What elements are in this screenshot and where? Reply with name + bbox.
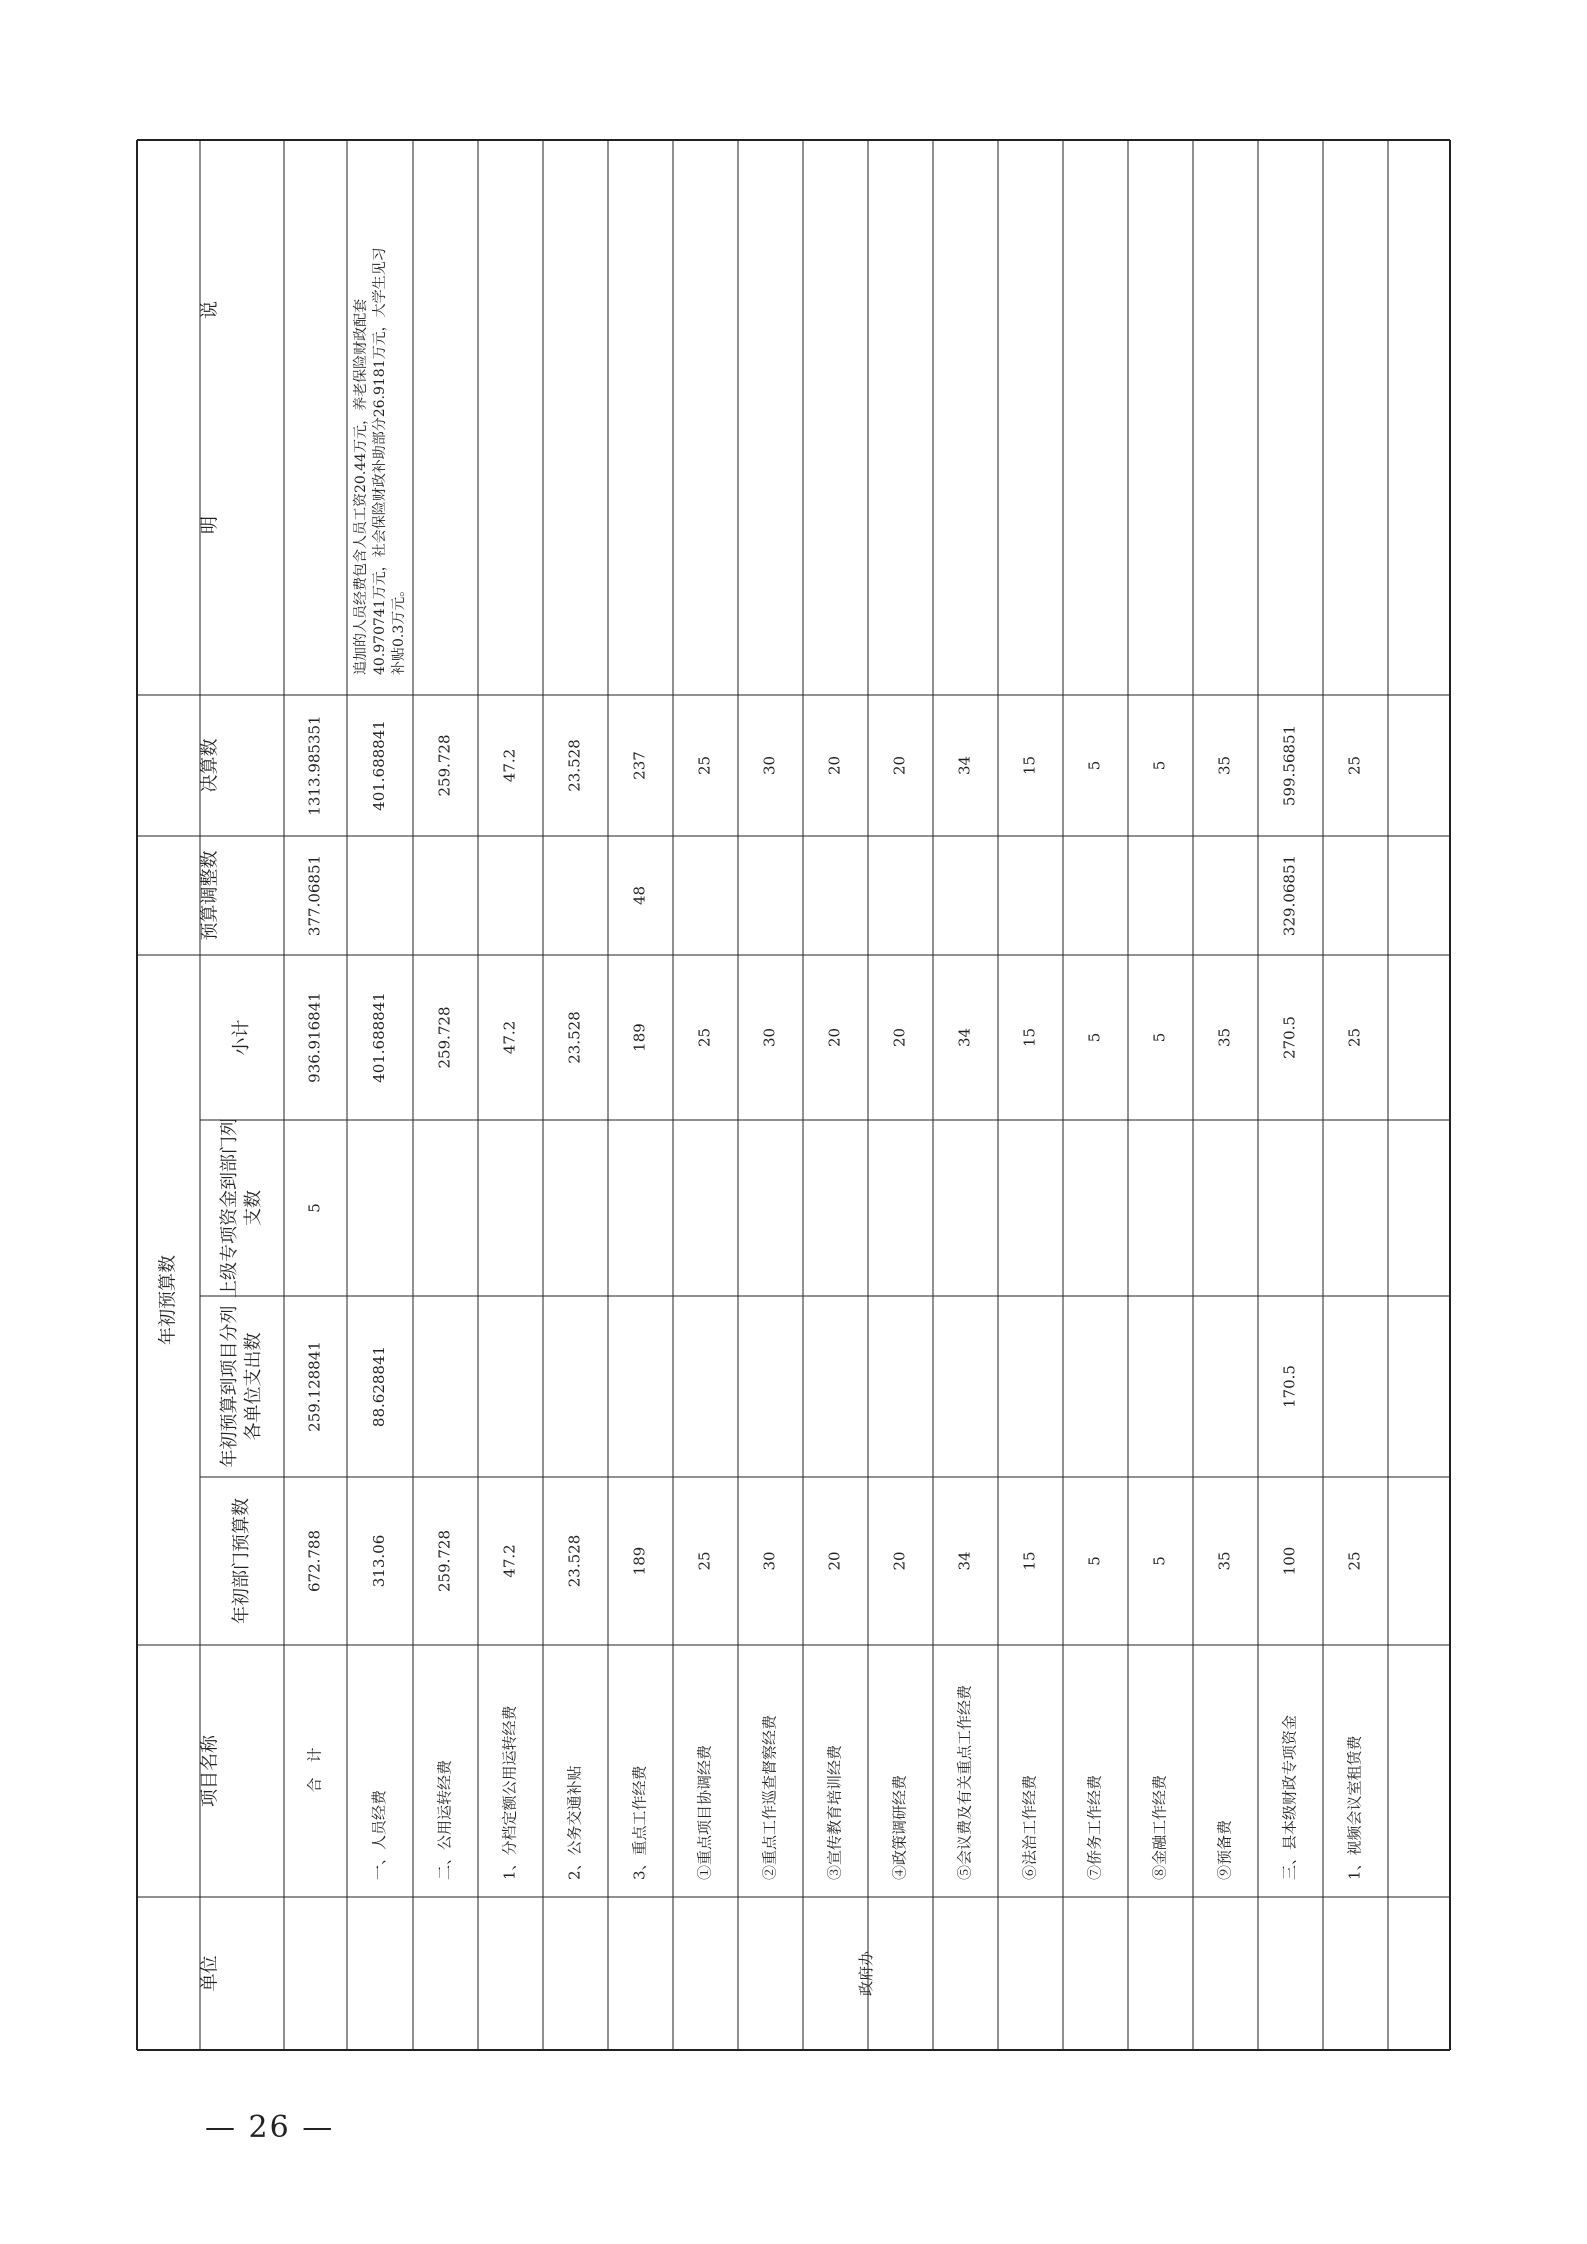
cell-note-line: 补贴0.3万元。	[391, 582, 407, 675]
header-item-name: 项目名称	[199, 1735, 221, 1807]
cell-subtotal: 34	[955, 1027, 974, 1048]
cell-dept-budget: 25	[1345, 1551, 1364, 1571]
cell-final: 20	[825, 755, 844, 776]
table-row	[956, 756, 974, 1880]
cell-final: 599.56851	[1280, 724, 1299, 807]
header-budget-adjustment: 预算调整数	[199, 850, 221, 941]
cell-allocated: 170.5	[1280, 1365, 1299, 1408]
cell-subtotal: 189	[630, 1023, 649, 1052]
cell-allocated: 88.628841	[370, 1345, 388, 1428]
table-row	[1346, 756, 1364, 1880]
table-row	[306, 715, 324, 1792]
cell-final: 237	[630, 751, 649, 780]
cell-subtotal: 23.528	[565, 1011, 584, 1064]
item-name: 三、县本级财政专项资金	[1280, 1714, 1299, 1880]
cell-dept-budget: 34	[955, 1551, 974, 1571]
item-name: ⑨预备费	[1215, 1819, 1234, 1880]
item-name: 1、分档定额公用运转经费	[500, 1705, 519, 1880]
cell-subtotal: 15	[1020, 1027, 1039, 1048]
header-superior-special-funds-line1: 上级专项资金到部门列	[219, 1118, 240, 1298]
cell-dept-budget: 15	[1020, 1551, 1039, 1571]
unit-name: 政府办	[857, 1950, 875, 1997]
cell-final: 47.2	[500, 748, 519, 783]
cell-dept-budget: 47.2	[500, 1544, 519, 1578]
cell-dept-budget: 35	[1215, 1551, 1234, 1571]
cell-allocated: 259.128841	[305, 1341, 324, 1432]
cell-dept-budget: 5	[1085, 1556, 1104, 1566]
cell-subtotal: 270.5	[1280, 1016, 1299, 1059]
cell-subtotal: 401.688841	[370, 992, 388, 1083]
table-row	[501, 749, 519, 1880]
cell-final: 15	[1020, 755, 1039, 776]
item-name: 2、公务交通补贴	[565, 1765, 584, 1880]
cell-subtotal: 20	[825, 1027, 844, 1048]
table-row	[1281, 725, 1299, 1880]
cell-dept-budget: 5	[1150, 1556, 1169, 1566]
item-name: ③宣传教育培训经费	[825, 1744, 844, 1880]
cell-final: 30	[760, 755, 779, 776]
cell-subtotal: 5	[1150, 1032, 1169, 1043]
table-row	[566, 739, 584, 1880]
cell-final: 23.528	[565, 739, 584, 792]
header-allocated-to-units	[218, 1306, 264, 1468]
cell-adjustment: 48	[630, 885, 649, 906]
cell-subtotal: 259.728	[435, 1006, 454, 1069]
item-name: ⑦侨务工作经费	[1085, 1774, 1104, 1880]
cell-adjustment: 377.06851	[305, 854, 324, 937]
table-row	[761, 756, 779, 1880]
item-name: 1、视频会议室租赁费	[1345, 1735, 1364, 1880]
header-allocated-to-units-line2: 各单位支出数	[243, 1332, 264, 1441]
cell-final: 259.728	[435, 734, 454, 797]
cell-dept-budget: 23.528	[565, 1534, 584, 1588]
cell-final: 5	[1150, 760, 1169, 771]
item-name: ①重点项目协调经费	[695, 1744, 714, 1880]
header-note-right: 明	[199, 516, 221, 534]
header-allocated-to-units-line1: 年初预算到项目分列	[219, 1305, 240, 1468]
header-note-left: 说	[199, 301, 221, 319]
header-final-accounts: 决算数	[199, 738, 221, 793]
page-number: — 26 —	[205, 2110, 335, 2145]
cell-subtotal: 25	[695, 1027, 714, 1048]
header-superior-special-funds	[219, 1118, 264, 1298]
table-row	[1021, 756, 1039, 1880]
cell-dept-budget: 100	[1280, 1546, 1299, 1576]
item-name: 3、重点工作经费	[630, 1765, 649, 1880]
cell-dept-budget: 20	[825, 1551, 844, 1571]
item-name: ⑥法治工作经费	[1020, 1774, 1039, 1880]
header-subtotal: 小计	[231, 1019, 252, 1056]
item-name: ⑤会议费及有关重点工作经费	[955, 1684, 974, 1880]
header-superior-special-funds-line2: 支数	[243, 1190, 264, 1226]
cell-final: 35	[1215, 755, 1234, 776]
cell-adjustment: 329.06851	[1280, 854, 1299, 937]
cell-subtotal: 47.2	[500, 1020, 519, 1055]
cell-dept-budget: 20	[890, 1551, 909, 1571]
cell-final: 25	[695, 755, 714, 776]
item-name: ④政策调研经费	[890, 1774, 909, 1880]
table-row	[1216, 756, 1234, 1880]
header-unit: 单位	[199, 1955, 221, 1992]
item-name: 一、人员经费	[370, 1789, 388, 1880]
cell-dept-budget: 313.06	[370, 1534, 388, 1588]
cell-final: 1313.985351	[305, 715, 324, 816]
table-row	[1151, 761, 1169, 1880]
table-row	[891, 756, 909, 1880]
table-row	[631, 751, 649, 1880]
item-name: 二、公用运转经费	[435, 1759, 454, 1880]
cell-subtotal: 5	[1085, 1032, 1104, 1043]
header-initial-budget-group: 年初预算数	[157, 1255, 179, 1345]
cell-final: 401.688841	[370, 720, 388, 811]
item-name: ②重点工作巡查督察经费	[760, 1714, 779, 1880]
cell-final: 5	[1085, 760, 1104, 771]
cell-subtotal: 35	[1215, 1027, 1234, 1048]
table-row	[352, 247, 407, 1880]
cell-superior: 5	[305, 1203, 324, 1213]
cell-final: 20	[890, 755, 909, 776]
cell-final: 34	[955, 755, 974, 776]
cell-dept-budget: 672.788	[305, 1529, 324, 1593]
cell-dept-budget: 189	[630, 1546, 649, 1576]
cell-subtotal: 20	[890, 1027, 909, 1048]
cell-subtotal: 936.916841	[305, 992, 324, 1083]
cell-note-line: 追加的人员经费包含人员工资20.44万元，养老保险财政配套	[353, 298, 369, 675]
table-row	[1086, 761, 1104, 1880]
cell-note-line: 40.970741万元，社会保险财政补助部分26.9181万元，大学生见习	[372, 247, 388, 675]
item-name: ⑧金融工作经费	[1150, 1774, 1169, 1880]
table-row	[826, 756, 844, 1880]
cell-dept-budget: 259.728	[435, 1529, 454, 1593]
cell-subtotal: 25	[1345, 1027, 1364, 1048]
table-row	[696, 756, 714, 1880]
cell-subtotal: 30	[760, 1027, 779, 1048]
header-dept-budget: 年初部门预算数	[231, 1498, 252, 1624]
cell-dept-budget: 30	[760, 1551, 779, 1571]
table-row	[436, 734, 454, 1880]
item-name: 合 计	[305, 1747, 324, 1793]
cell-dept-budget: 25	[695, 1551, 714, 1571]
cell-final: 25	[1345, 755, 1364, 776]
